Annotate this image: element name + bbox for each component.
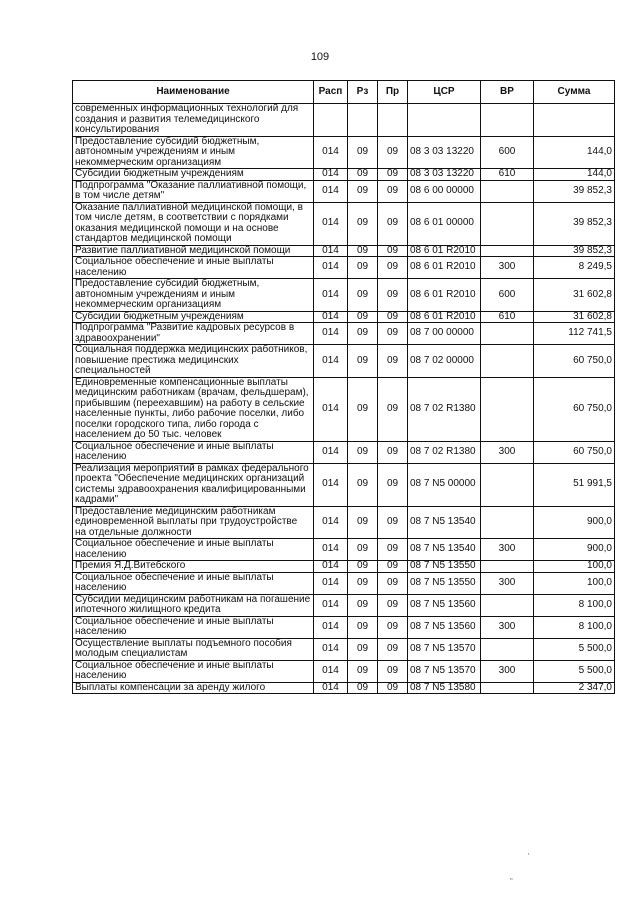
cell-sum: 31 602,8 [534,279,615,312]
cell-pr: 09 [378,539,408,561]
cell-rasp: 014 [314,345,348,378]
cell-rz: 09 [348,180,378,202]
scan-mark: ' [528,852,530,861]
cell-sum: 8 100,0 [534,594,615,616]
table-row [73,311,615,323]
cell-rz: 09 [348,345,378,378]
column-header-vr: ВР [481,81,534,104]
cell-sum: 60 750,0 [534,441,615,463]
cell-name: Социальная поддержка медицинских работников, повышение престижа медицинских специальностей [73,345,314,378]
cell-rz: 09 [348,257,378,279]
table-row [73,506,615,539]
cell-name: Развитие паллиативной медицинской помощи [73,245,314,257]
cell-rasp: 014 [314,572,348,594]
cell-pr: 09 [378,638,408,660]
cell-csr: 08 7 N5 13540 [408,539,481,561]
cell-rasp: 014 [314,463,348,506]
cell-csr: 08 7 02 00000 [408,345,481,378]
cell-csr [408,104,481,137]
column-header-sum: Сумма [534,81,615,104]
table-row [73,377,615,441]
cell-rasp: 014 [314,180,348,202]
cell-vr [481,561,534,573]
cell-rz: 09 [348,660,378,682]
cell-name: Предоставление субсидий бюджетным, автономным учреждениям и иным некоммерческим организациям [73,136,314,169]
cell-name: Социальное обеспечение и иные выплаты населению [73,257,314,279]
table-row [73,463,615,506]
cell-rasp: 014 [314,279,348,312]
cell-csr: 08 6 01 R2010 [408,311,481,323]
cell-pr: 09 [378,682,408,694]
cell-sum: 39 852,3 [534,180,615,202]
cell-sum: 100,0 [534,561,615,573]
cell-name: Подпрограмма "Развитие кадровых ресурсов в здравоохранении" [73,323,314,345]
cell-sum: 112 741,5 [534,323,615,345]
cell-rasp: 014 [314,561,348,573]
cell-rz: 09 [348,572,378,594]
cell-rasp: 014 [314,616,348,638]
table-row [73,180,615,202]
cell-pr: 09 [378,660,408,682]
table-row [73,104,615,137]
cell-rz: 09 [348,463,378,506]
column-header-rz: Рз [348,81,378,104]
table-row [73,169,615,181]
cell-csr: 08 7 02 R1380 [408,377,481,441]
table-row [73,561,615,573]
cell-pr: 09 [378,561,408,573]
cell-rasp: 014 [314,682,348,694]
cell-sum: 900,0 [534,506,615,539]
cell-pr: 09 [378,616,408,638]
cell-sum: 39 852,3 [534,245,615,257]
cell-csr: 08 6 01 R2010 [408,279,481,312]
cell-pr: 09 [378,506,408,539]
cell-pr: 09 [378,441,408,463]
table-row [73,616,615,638]
column-header-name: Наименование [73,81,314,104]
cell-csr: 08 7 N5 13560 [408,594,481,616]
cell-sum: 60 750,0 [534,345,615,378]
cell-name: Осуществление выплаты подъемного пособия молодым специалистам [73,638,314,660]
cell-vr [481,682,534,694]
cell-csr: 08 7 02 R1380 [408,441,481,463]
cell-sum [534,104,615,137]
cell-rz [348,104,378,137]
cell-name: Премия Я.Д.Витебского [73,561,314,573]
table-row [73,594,615,616]
cell-rasp: 014 [314,311,348,323]
cell-vr [481,180,534,202]
cell-vr: 600 [481,279,534,312]
cell-rasp [314,104,348,137]
table-row [73,539,615,561]
cell-pr: 09 [378,257,408,279]
cell-rz: 09 [348,561,378,573]
cell-name: Предоставление медицинским работникам единовременной выплаты при трудоустройстве на отдельные должности [73,506,314,539]
cell-pr: 09 [378,136,408,169]
cell-csr: 08 6 01 R2010 [408,257,481,279]
cell-pr: 09 [378,169,408,181]
cell-rasp: 014 [314,169,348,181]
cell-rasp: 014 [314,245,348,257]
cell-rz: 09 [348,506,378,539]
cell-vr: 300 [481,257,534,279]
cell-sum: 5 500,0 [534,638,615,660]
cell-vr [481,638,534,660]
cell-csr: 08 7 N5 13580 [408,682,481,694]
cell-name: Социальное обеспечение и иные выплаты населению [73,539,314,561]
cell-csr: 08 7 N5 00000 [408,463,481,506]
cell-rasp: 014 [314,506,348,539]
cell-vr [481,594,534,616]
cell-sum: 8 100,0 [534,616,615,638]
cell-vr [481,245,534,257]
cell-name: Выплаты компенсации за аренду жилого [73,682,314,694]
cell-sum: 100,0 [534,572,615,594]
cell-csr: 08 7 00 00000 [408,323,481,345]
cell-rz: 09 [348,245,378,257]
cell-sum: 31 602,8 [534,311,615,323]
cell-csr: 08 3 03 13220 [408,136,481,169]
budget-table [72,80,615,694]
cell-name: Субсидии бюджетным учреждениям [73,169,314,181]
cell-name: современных информационных технологий для создания и развития телемедицинского консультирования [73,104,314,137]
table-body [73,104,615,694]
cell-sum: 39 852,3 [534,202,615,245]
cell-vr [481,463,534,506]
cell-name: Социальное обеспечение и иные выплаты населению [73,572,314,594]
cell-name: Субсидии медицинским работникам на погашение ипотечного жилищного кредита [73,594,314,616]
cell-pr: 09 [378,345,408,378]
cell-rz: 09 [348,169,378,181]
cell-rasp: 014 [314,202,348,245]
cell-pr: 09 [378,463,408,506]
cell-vr: 600 [481,136,534,169]
column-header-csr: ЦСР [408,81,481,104]
cell-pr: 09 [378,279,408,312]
cell-csr: 08 6 01 R2010 [408,245,481,257]
cell-rz: 09 [348,682,378,694]
cell-rasp: 014 [314,136,348,169]
cell-sum: 8 249,5 [534,257,615,279]
cell-vr: 300 [481,572,534,594]
cell-rz: 09 [348,136,378,169]
table-row [73,682,615,694]
table-row [73,257,615,279]
cell-csr: 08 7 N5 13550 [408,561,481,573]
cell-rz: 09 [348,616,378,638]
cell-pr: 09 [378,311,408,323]
table-row [73,245,615,257]
cell-vr: 610 [481,311,534,323]
table-row [73,638,615,660]
cell-rz: 09 [348,539,378,561]
scan-mark: „ [510,872,513,881]
table-header [73,81,615,104]
cell-pr [378,104,408,137]
cell-name: Реализация мероприятий в рамках федерального проекта "Обеспечение медицинских организаций системы здравоохранения квалифицированными кадрами" [73,463,314,506]
cell-csr: 08 7 N5 13570 [408,638,481,660]
cell-vr [481,377,534,441]
page-number: 109 [310,51,330,63]
cell-rz: 09 [348,323,378,345]
table-row [73,136,615,169]
cell-sum: 900,0 [534,539,615,561]
cell-rasp: 014 [314,441,348,463]
cell-name: Единовременные компенсационные выплаты медицинским работникам (врачам, фельдшерам), прибывшим (переехавшим) на работу в сельские населенные пункты, либо рабочие поселки, либо поселки городского типа, либо города с населением до 50 тыс. человек [73,377,314,441]
table-row [73,572,615,594]
cell-sum: 5 500,0 [534,660,615,682]
cell-rz: 09 [348,441,378,463]
cell-rz: 09 [348,594,378,616]
cell-rasp: 014 [314,594,348,616]
cell-vr [481,345,534,378]
cell-pr: 09 [378,180,408,202]
cell-vr: 610 [481,169,534,181]
cell-name: Подпрограмма "Оказание паллиативной помощи, в том числе детям" [73,180,314,202]
cell-csr: 08 7 N5 13550 [408,572,481,594]
cell-csr: 08 7 N5 13540 [408,506,481,539]
cell-vr: 300 [481,660,534,682]
cell-csr: 08 3 03 13220 [408,169,481,181]
cell-vr [481,104,534,137]
cell-sum: 144,0 [534,169,615,181]
table-row [73,323,615,345]
cell-csr: 08 6 01 00000 [408,202,481,245]
cell-vr: 300 [481,441,534,463]
cell-sum: 2 347,0 [534,682,615,694]
table-row [73,202,615,245]
cell-rasp: 014 [314,539,348,561]
cell-pr: 09 [378,323,408,345]
cell-rasp: 014 [314,638,348,660]
table-row [73,441,615,463]
cell-name: Оказание паллиативной медицинской помощи, в том числе детям, в соответствии с порядками оказания медицинской помощи и на основе стандартов медицинской помощи [73,202,314,245]
cell-pr: 09 [378,594,408,616]
cell-rz: 09 [348,638,378,660]
cell-vr [481,506,534,539]
cell-csr: 08 6 00 00000 [408,180,481,202]
cell-rasp: 014 [314,257,348,279]
cell-pr: 09 [378,377,408,441]
cell-vr [481,202,534,245]
cell-sum: 144,0 [534,136,615,169]
cell-rz: 09 [348,377,378,441]
column-header-rasp: Расп [314,81,348,104]
cell-pr: 09 [378,245,408,257]
table-row [73,345,615,378]
cell-name: Субсидии бюджетным учреждениям [73,311,314,323]
cell-rz: 09 [348,279,378,312]
cell-pr: 09 [378,572,408,594]
cell-sum: 51 991,5 [534,463,615,506]
cell-rasp: 014 [314,377,348,441]
cell-csr: 08 7 N5 13570 [408,660,481,682]
column-header-pr: Пр [378,81,408,104]
cell-name: Социальное обеспечение и иные выплаты населению [73,660,314,682]
cell-rz: 09 [348,202,378,245]
table-row [73,279,615,312]
cell-vr [481,323,534,345]
cell-name: Предоставление субсидий бюджетным, автономным учреждениям и иным некоммерческим организациям [73,279,314,312]
cell-rz: 09 [348,311,378,323]
cell-vr: 300 [481,539,534,561]
cell-rasp: 014 [314,323,348,345]
table-row [73,660,615,682]
cell-name: Социальное обеспечение и иные выплаты населению [73,616,314,638]
cell-name: Социальное обеспечение и иные выплаты населению [73,441,314,463]
cell-vr: 300 [481,616,534,638]
cell-pr: 09 [378,202,408,245]
cell-csr: 08 7 N5 13560 [408,616,481,638]
cell-sum: 60 750,0 [534,377,615,441]
cell-rasp: 014 [314,660,348,682]
